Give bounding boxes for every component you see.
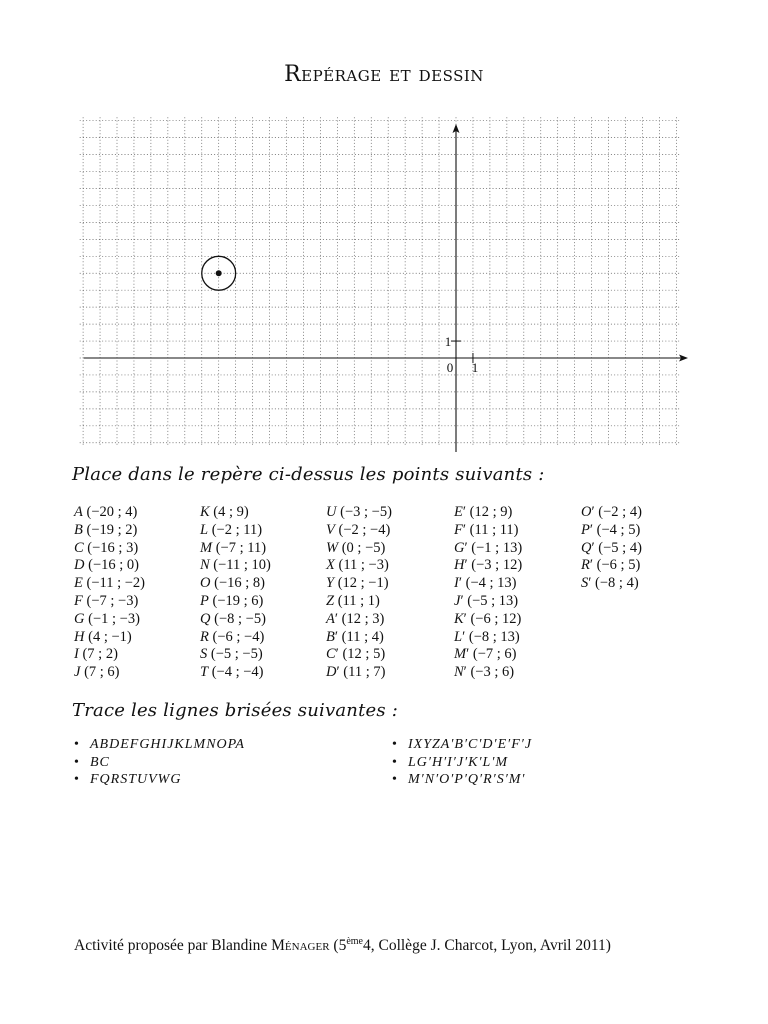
point-coordinates: (12 ; 9) [469, 504, 513, 520]
point-coordinates: (−2 ; 4) [598, 504, 642, 520]
instruction-trace-lines: Trace les lignes brisées suivantes : [72, 700, 398, 721]
point-entry [200, 540, 271, 558]
bullet-icon: • [392, 737, 397, 752]
point-coordinates: (−5 ; 4) [598, 539, 642, 556]
point-coordinates: (−2 ; −4) [338, 521, 391, 538]
point-entry [454, 557, 522, 575]
points-column [74, 504, 145, 682]
bullet-icon: • [74, 772, 79, 787]
point-label: K [200, 504, 210, 520]
point-coordinates: (−5 ; −5) [210, 646, 263, 663]
point-label: G [454, 539, 465, 556]
point-coordinates: (12 ; 3) [341, 610, 385, 627]
footer-rest: 4, Collège J. Charcot, Lyon, Avril 2011) [362, 937, 611, 955]
point-label: G [74, 610, 85, 627]
point-coordinates: (−6 ; 12) [470, 610, 522, 627]
point-label: H [454, 557, 465, 574]
point-entry [454, 646, 522, 664]
point-label: N [454, 664, 464, 681]
point-label: E [454, 504, 463, 520]
point-label: A [74, 504, 83, 520]
polyline-item [74, 754, 245, 772]
point-entry [581, 522, 642, 540]
point-coordinates: (−7 ; 11) [215, 539, 267, 556]
point-label: R [200, 628, 209, 645]
point-coordinates: (−16 ; 0) [88, 557, 139, 574]
point-entry [581, 575, 642, 593]
point-label: I [454, 575, 459, 592]
point-prime: ′ [460, 592, 464, 609]
point-coordinates: (−4 ; 5) [596, 521, 641, 538]
point-prime: ′ [591, 539, 595, 556]
point-label: A [326, 610, 335, 627]
point-prime: ′ [336, 664, 340, 681]
point-label: X [326, 557, 335, 574]
point-coordinates: (−7 ; −3) [86, 592, 139, 609]
point-prime: ′ [589, 557, 594, 574]
point-coordinates: (−16 ; 3) [87, 539, 139, 556]
point-entry [454, 611, 522, 629]
point-coordinates: (−8 ; 4) [595, 575, 639, 592]
point-prime: ′ [591, 504, 595, 520]
point-coordinates: (11 ; −3) [338, 557, 389, 574]
y-unit-label: 1 [444, 334, 452, 350]
point-label: I [74, 646, 79, 663]
point-prime: ′ [588, 575, 592, 592]
point-label: J [454, 592, 461, 609]
point-entry [454, 504, 522, 522]
bullet-icon: • [74, 754, 79, 770]
point-entry [74, 522, 145, 540]
point-coordinates: (−11 ; 10) [213, 557, 271, 574]
point-coordinates: (−8 ; 13) [468, 628, 520, 645]
point-label: P [581, 521, 590, 538]
point-label: L [200, 521, 209, 538]
point-prime: ′ [462, 521, 467, 538]
point-entry [454, 575, 522, 593]
point-coordinates: (−4 ; −4) [211, 664, 264, 681]
point-prime: ′ [462, 504, 467, 520]
polylines-column [392, 736, 532, 789]
point-entry [326, 593, 392, 611]
point-entry [74, 593, 145, 611]
bullet-icon: • [74, 737, 79, 752]
point-coordinates: (11 ; 4) [341, 628, 384, 645]
point-label: Q [200, 610, 211, 627]
polyline-sequence: BC [90, 754, 110, 770]
footer-paren-open: (5 [329, 937, 347, 955]
point-label: H [74, 628, 85, 645]
point-entry [200, 629, 271, 647]
point-entry [200, 664, 271, 682]
point-coordinates: (4 ; 9) [213, 504, 249, 520]
point-coordinates: (−1 ; −3) [88, 610, 140, 627]
point-label: O [200, 575, 211, 592]
point-coordinates: (−8 ; −5) [214, 610, 266, 627]
dotted-grid [80, 117, 680, 446]
points-list [74, 504, 714, 684]
point-entry [326, 611, 392, 629]
point-label: C [326, 646, 336, 663]
point-coordinates: (−3 ; 6) [470, 664, 515, 681]
point-entry [200, 504, 271, 522]
point-coordinates: (−16 ; 8) [214, 575, 265, 592]
instruction-place-points: Place dans le repère ci-dessus les points suivants : [72, 464, 545, 485]
x-unit-label: 1 [471, 360, 479, 375]
point-coordinates: (0 ; −5) [341, 539, 386, 556]
point-entry [581, 557, 642, 575]
point-prime: ′ [589, 521, 594, 538]
point-entry [200, 611, 271, 629]
point-entry [74, 540, 145, 558]
point-coordinates: (−6 ; 5) [596, 557, 641, 574]
point-entry [326, 664, 392, 682]
point-label: W [326, 539, 339, 556]
point-label: Y [326, 575, 335, 592]
point-coordinates: (11 ; 7) [343, 664, 386, 681]
point-coordinates: (−3 ; −5) [340, 504, 392, 520]
point-label: P [200, 592, 209, 609]
point-entry [581, 540, 642, 558]
point-prime: ′ [335, 646, 339, 663]
point-entry [74, 664, 145, 682]
point-prime: ′ [463, 610, 467, 627]
point-coordinates: (−19 ; 6) [212, 592, 264, 609]
point-entry [200, 575, 271, 593]
point-prime: ′ [334, 628, 339, 645]
point-label: S [581, 575, 589, 592]
points-column [454, 504, 522, 682]
point-entry [200, 593, 271, 611]
point-entry [326, 575, 392, 593]
point-label: M [200, 539, 213, 556]
point-label: O [581, 504, 592, 520]
bullet-icon: • [392, 754, 397, 770]
footer-superscript: ème [346, 936, 363, 947]
point-coordinates: (−11 ; −2) [86, 575, 145, 592]
point-label: V [326, 521, 335, 538]
point-entry [326, 504, 392, 522]
polyline-item [74, 736, 245, 754]
point-entry [74, 504, 145, 522]
point-prime: ′ [462, 628, 466, 645]
polyline-item [74, 771, 245, 789]
point-label: T [200, 664, 209, 681]
point-entry [200, 522, 271, 540]
point-label: U [326, 504, 337, 520]
point-coordinates: (−19 ; 2) [86, 521, 138, 538]
point-entry [74, 646, 145, 664]
point-coordinates: (7 ; 6) [84, 664, 120, 681]
point-entry [74, 575, 145, 593]
points-column [326, 504, 392, 682]
point-label: K [454, 610, 464, 627]
polyline-sequence: FQRSTUVWG [90, 772, 182, 787]
example-point-dot [216, 270, 222, 276]
points-column [581, 504, 642, 593]
origin-label: 0 [446, 360, 454, 375]
point-entry [454, 593, 522, 611]
point-entry [581, 504, 642, 522]
point-label: B [326, 628, 335, 645]
point-entry [454, 522, 522, 540]
point-coordinates: (12 ; 5) [342, 646, 386, 663]
point-label: M [454, 646, 467, 663]
point-prime: ′ [463, 664, 467, 681]
footer-prefix: Activité proposée par Blandine [74, 937, 272, 955]
polylines-column [74, 736, 245, 789]
point-prime: ′ [334, 610, 339, 627]
point-entry [326, 646, 392, 664]
points-column [200, 504, 271, 682]
point-coordinates: (11 ; 1) [337, 592, 380, 609]
footer-credit [74, 936, 611, 955]
polyline-sequence: ABDEFGHIJKLMNOPA [90, 737, 245, 752]
footer-author: Ménager [271, 937, 330, 955]
point-entry [200, 646, 271, 664]
point-prime: ′ [458, 575, 463, 592]
point-entry [74, 629, 145, 647]
polyline-sequence: IXYZA′B′C′D′E′F′J [408, 737, 533, 752]
point-label: L [454, 628, 463, 645]
point-entry [74, 611, 145, 629]
point-entry [454, 664, 522, 682]
polylines-list [74, 736, 714, 796]
polyline-sequence: M′N′O′P′Q′R′S′M′ [408, 772, 526, 787]
point-coordinates: (−2 ; 11) [211, 521, 263, 538]
point-coordinates: (−5 ; 13) [467, 592, 519, 609]
point-entry [326, 629, 392, 647]
point-entry [74, 557, 145, 575]
point-coordinates: (−7 ; 6) [472, 646, 517, 663]
point-label: N [200, 557, 210, 574]
point-coordinates: (−1 ; 13) [471, 539, 523, 556]
point-coordinates: (11 ; 11) [469, 521, 519, 538]
point-entry [326, 557, 392, 575]
point-label: Z [326, 592, 335, 609]
bullet-icon: • [392, 772, 397, 787]
point-entry [454, 629, 522, 647]
point-label: S [200, 646, 208, 663]
point-entry [326, 540, 392, 558]
point-entry [454, 540, 522, 558]
point-coordinates: (12 ; −1) [337, 575, 389, 592]
point-label: R [581, 557, 590, 574]
point-coordinates: (4 ; −1) [88, 628, 132, 645]
polyline-item [392, 754, 532, 772]
point-entry [326, 522, 392, 540]
point-coordinates: (−6 ; −4) [212, 628, 265, 645]
point-label: B [74, 521, 83, 538]
coordinate-plane [0, 0, 768, 460]
polyline-sequence: LG′H′I′J′K′L′M [408, 754, 509, 770]
point-label: J [74, 664, 81, 681]
point-prime: ′ [464, 557, 468, 574]
polyline-item [392, 736, 532, 754]
point-label: D [326, 664, 337, 681]
point-entry [200, 557, 271, 575]
point-label: E [74, 575, 83, 592]
point-label: F [74, 592, 83, 609]
point-label: C [74, 539, 84, 556]
point-coordinates: (−20 ; 4) [86, 504, 138, 520]
page-title: Repérage et dessin [284, 62, 484, 87]
point-coordinates: (7 ; 2) [82, 646, 118, 663]
point-label: Q [581, 539, 592, 556]
polyline-item [392, 771, 532, 789]
point-prime: ′ [466, 646, 470, 663]
point-prime: ′ [464, 539, 468, 556]
point-label: D [74, 557, 85, 574]
point-coordinates: (−3 ; 12) [471, 557, 523, 574]
point-label: F [454, 521, 463, 538]
point-coordinates: (−4 ; 13) [465, 575, 517, 592]
